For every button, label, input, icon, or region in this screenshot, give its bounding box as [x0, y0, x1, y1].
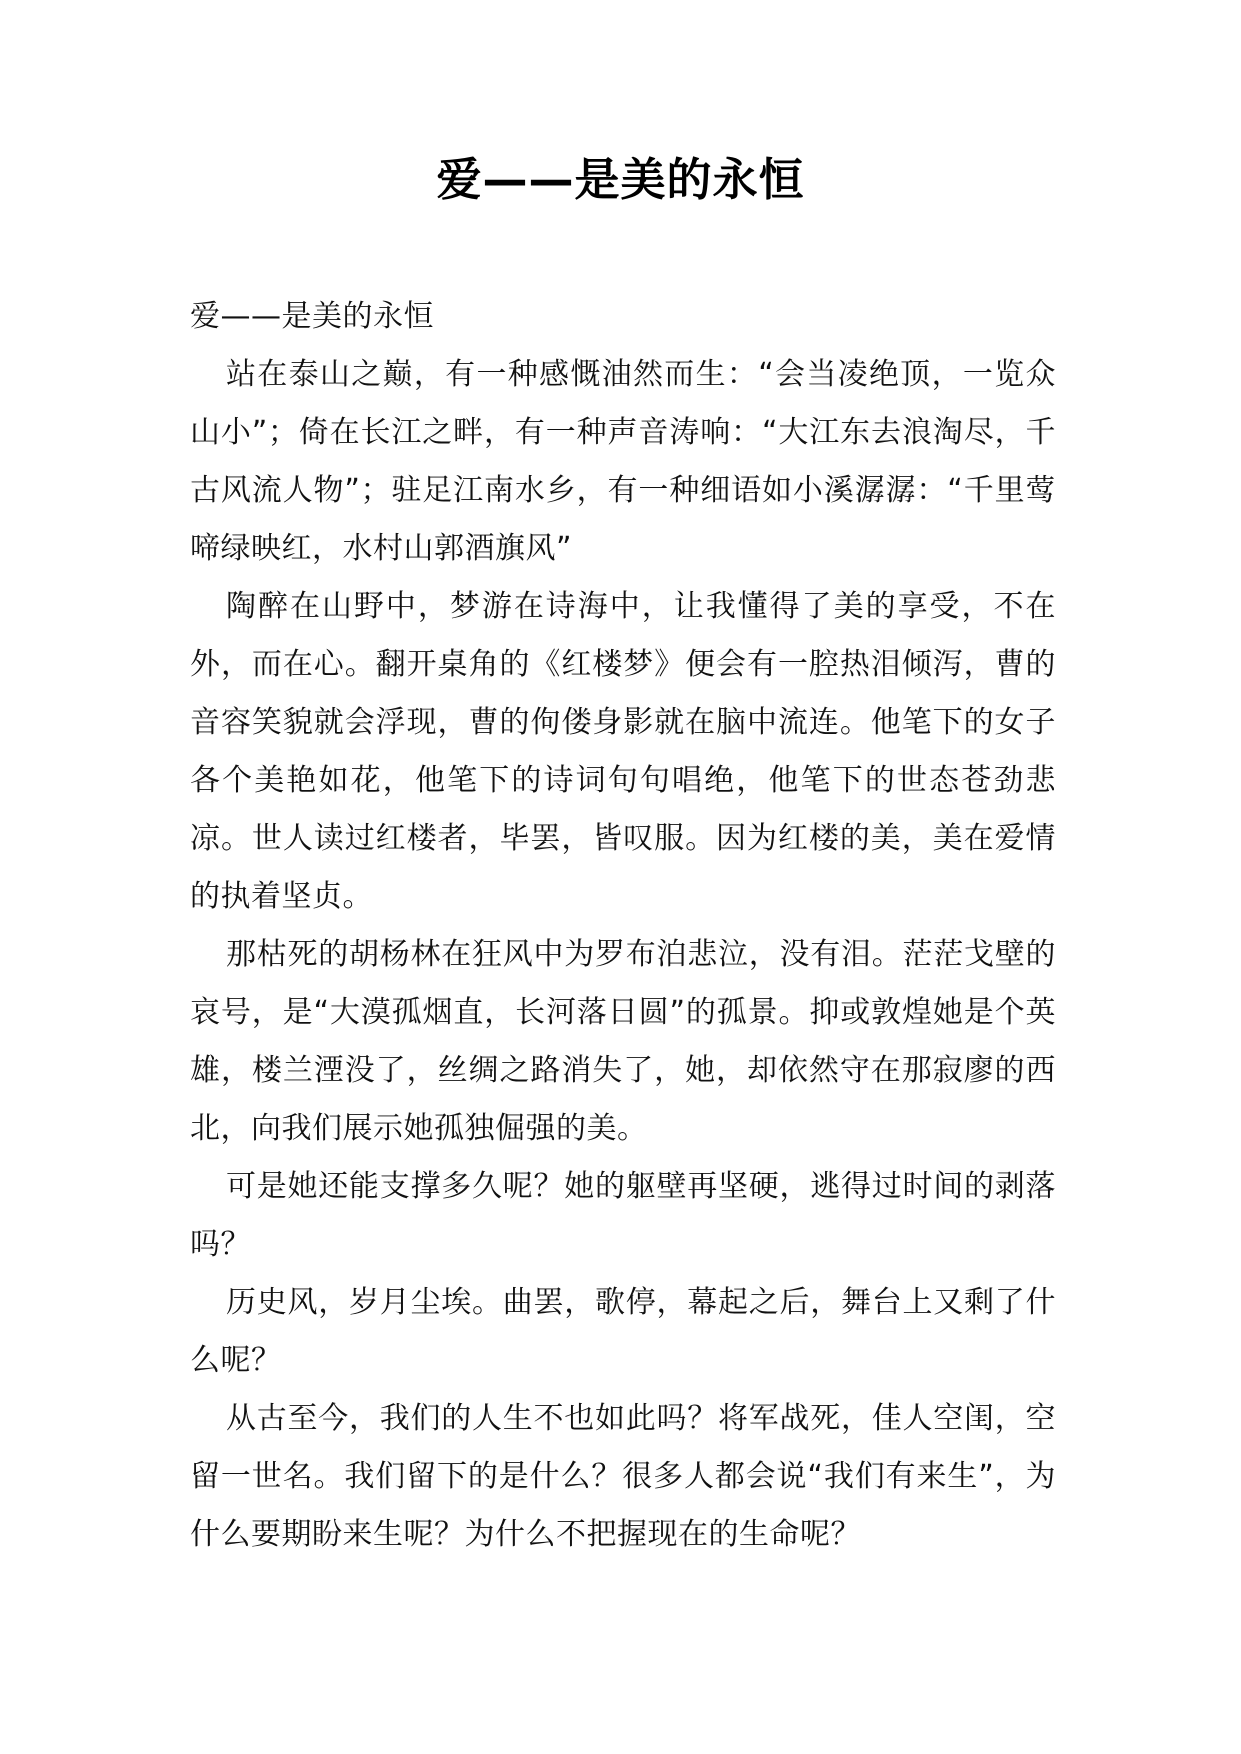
paragraph: 可是她还能支撑多久呢？她的躯壁再坚硬，逃得过时间的剥落吗？ — [190, 1169, 1056, 1262]
document-title: 爱——是美的永恒 — [436, 153, 805, 206]
document-body — [190, 288, 1056, 1564]
document-subtitle: 爱——是美的永恒 — [190, 299, 434, 334]
paragraph: 从古至今，我们的人生不也如此吗？将军战死，佳人空闺，空留一世名。我们留下的是什么？很多人都会说“我们有来生”，为什么要期盼来生呢？为什么不把握现在的生命呢？ — [190, 1401, 1056, 1552]
paragraph: 陶醉在山野中，梦游在诗海中，让我懂得了美的享受，不在外，而在心。翻开桌角的《红楼梦》便会有一腔热泪倾泻，曹的音容笑貌就会浮现，曹的佝偻身影就在脑中流连。他笔下的女子各个美艳如花，他笔下的诗词句句唱绝，他笔下的世态苍劲悲凉。世人读过红楼者，毕罢，皆叹服。因为红楼的美，美在爱情的执着坚贞。 — [190, 589, 1056, 914]
paragraph: 历史风，岁月尘埃。曲罢，歌停，幕起之后，舞台上又剩了什么呢？ — [190, 1285, 1056, 1378]
paragraph: 站在泰山之巅，有一种感慨油然而生：“会当凌绝顶，一览众山小”；倚在长江之畔，有一种声音涛响：“大江东去浪淘尽，千古风流人物”；驻足江南水乡，有一种细语如小溪潺潺：“千里莺啼绿映红，水村山郭酒旗风” — [190, 357, 1056, 566]
paragraph: 那枯死的胡杨林在狂风中为罗布泊悲泣，没有泪。茫茫戈壁的哀号，是“大漠孤烟直，长河落日圆”的孤景。抑或敦煌她是个英雄，楼兰湮没了，丝绸之路消失了，她，却依然守在那寂廖的西北，向我们展示她孤独倔强的美。 — [190, 937, 1056, 1146]
